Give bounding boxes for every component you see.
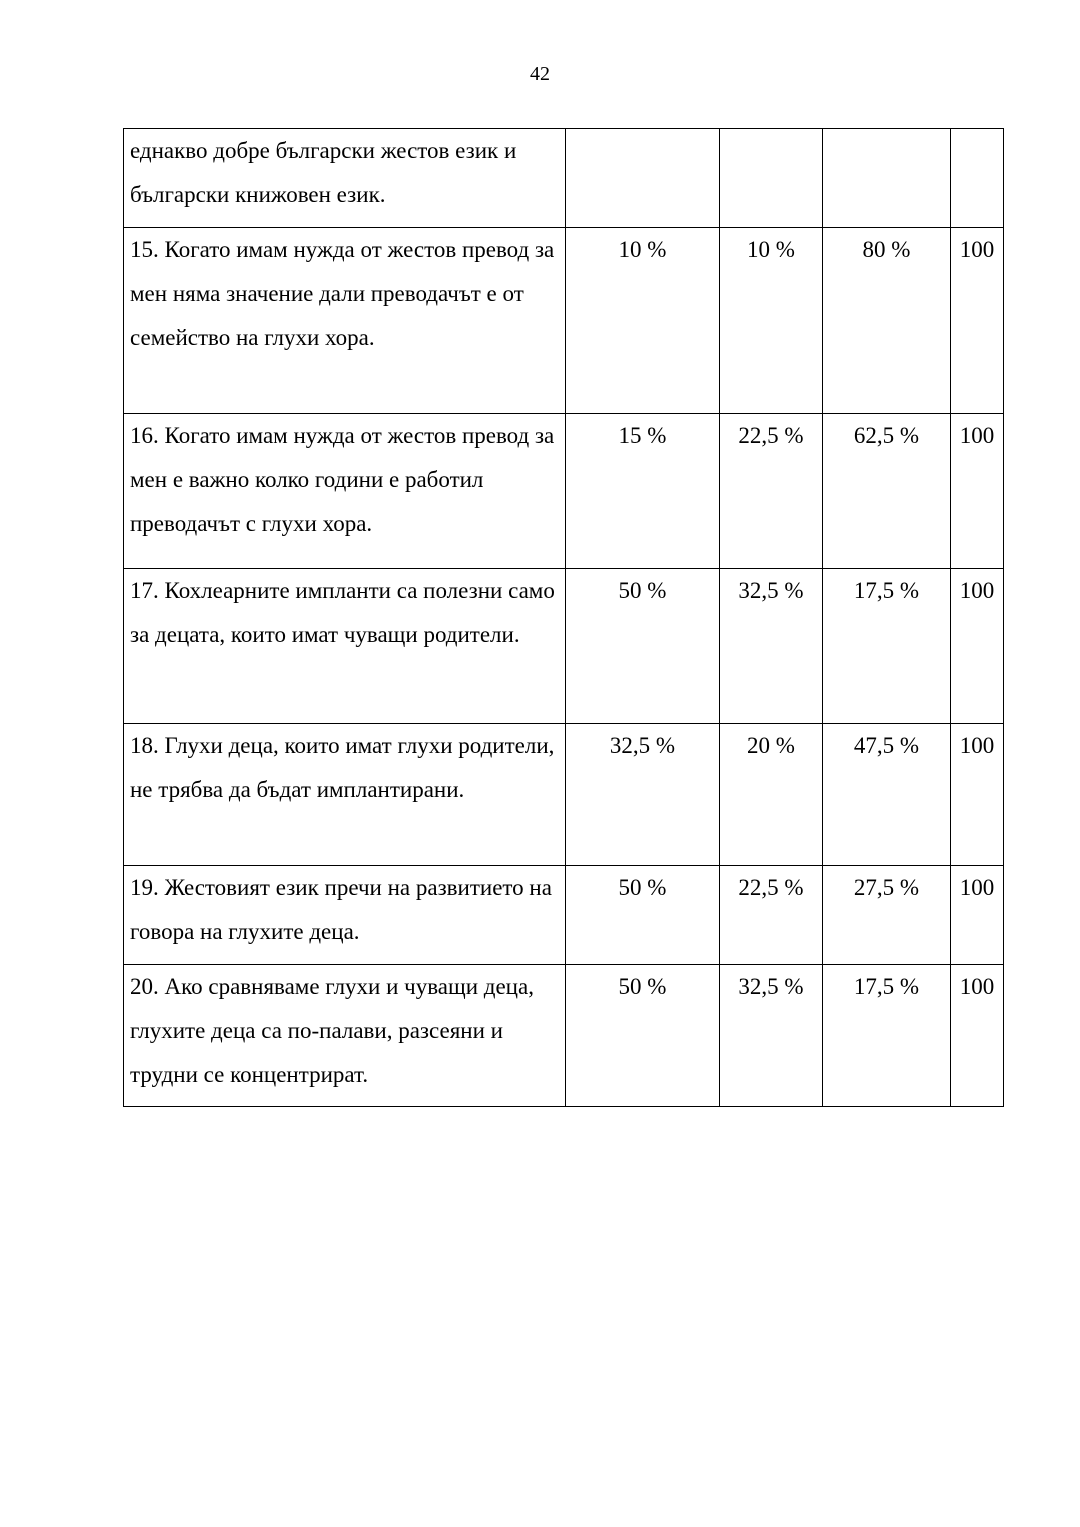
statement-cell: 17. Кохлеарните импланти са полезни само за децата, които имат чуващи родители. [124, 569, 566, 724]
statement-cell: 16. Когато имам нужда от жестов превод за мен е важно колко години е работил преводачът с глухи хора. [124, 414, 566, 569]
total-cell: 100 [951, 569, 1004, 724]
value-cell: 50 % [566, 866, 720, 965]
total-cell: 100 [951, 414, 1004, 569]
statement-cell: 15. Когато имам нужда от жестов превод за мен няма значение дали преводачът е от семейство на глухи хора. [124, 228, 566, 414]
table-row [124, 569, 1004, 724]
value-cell [720, 129, 823, 228]
statement-cell: 18. Глухи деца, които имат глухи родители, не трябва да бъдат имплантирани. [124, 724, 566, 866]
statement-cell: 19. Жестовият език пречи на развитието на говора на глухите деца. [124, 866, 566, 965]
value-cell: 22,5 % [720, 866, 823, 965]
value-cell: 22,5 % [720, 414, 823, 569]
statement-cell: 20. Ако сравняваме глухи и чуващи деца, глухите деца са по-палави, разсеяни и трудни се концентрират. [124, 965, 566, 1107]
value-cell: 50 % [566, 965, 720, 1107]
value-cell [566, 129, 720, 228]
value-cell: 80 % [823, 228, 951, 414]
value-cell: 17,5 % [823, 965, 951, 1107]
statement-cell: еднакво добре български жестов език и български книжовен език. [124, 129, 566, 228]
value-cell: 17,5 % [823, 569, 951, 724]
page-number: 42 [530, 63, 550, 85]
value-cell: 27,5 % [823, 866, 951, 965]
table-row [124, 414, 1004, 569]
total-cell: 100 [951, 228, 1004, 414]
table-row [124, 866, 1004, 965]
value-cell [823, 129, 951, 228]
value-cell: 32,5 % [566, 724, 720, 866]
total-cell [951, 129, 1004, 228]
survey-results-table [123, 128, 1004, 1107]
value-cell: 15 % [566, 414, 720, 569]
value-cell: 47,5 % [823, 724, 951, 866]
total-cell: 100 [951, 965, 1004, 1107]
value-cell: 50 % [566, 569, 720, 724]
value-cell: 32,5 % [720, 569, 823, 724]
value-cell: 10 % [720, 228, 823, 414]
value-cell: 20 % [720, 724, 823, 866]
table-row [124, 965, 1004, 1107]
value-cell: 32,5 % [720, 965, 823, 1107]
total-cell: 100 [951, 866, 1004, 965]
total-cell: 100 [951, 724, 1004, 866]
value-cell: 10 % [566, 228, 720, 414]
table-row [124, 228, 1004, 414]
table-row [124, 129, 1004, 228]
table-row [124, 724, 1004, 866]
value-cell: 62,5 % [823, 414, 951, 569]
